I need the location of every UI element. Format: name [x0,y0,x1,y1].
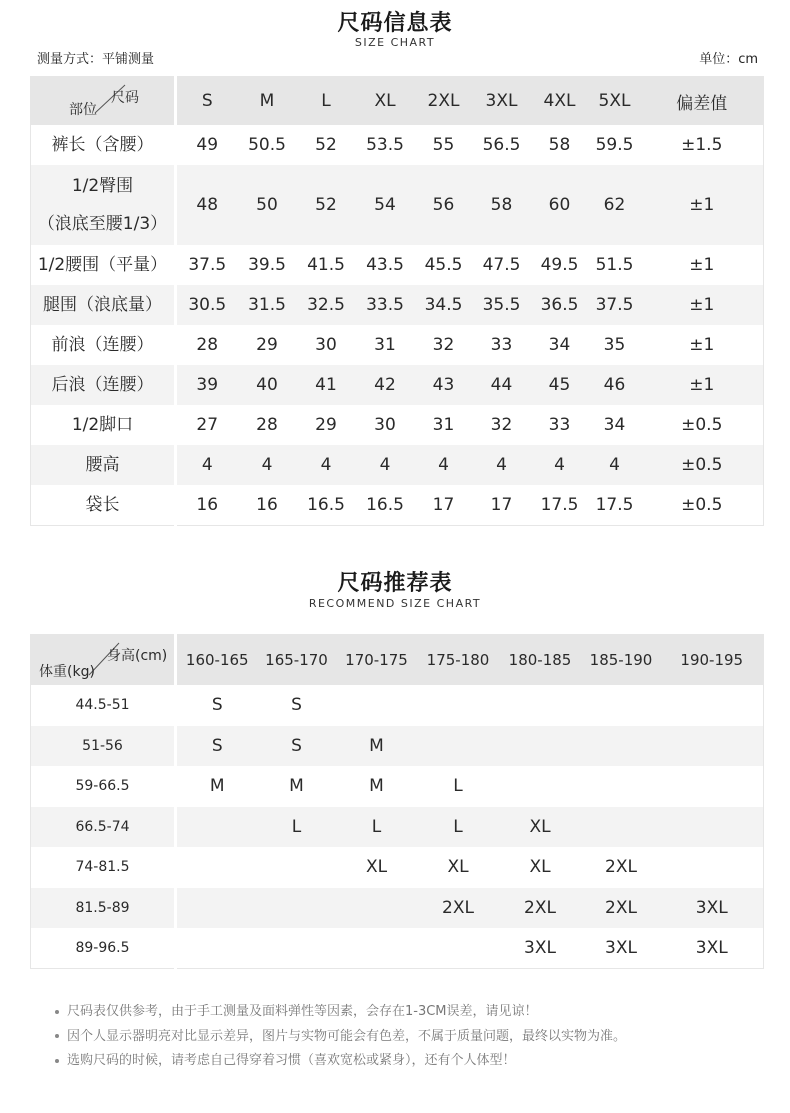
recommend-chart-corner [31,635,176,686]
size-value-cell: 41.5 [307,255,345,275]
size-value-cell: 37.5 [589,285,641,325]
size-value-cell: 4 [589,445,641,485]
size-value-cell: 43.5 [366,255,404,275]
tolerance-cell: ±1 [641,285,764,325]
recommend-chart-table [30,634,764,969]
measurement-label-line: 后浪（连腰） [51,375,154,395]
size-value-cell: 36.5 [531,285,589,325]
bullet-icon [55,1010,59,1014]
size-column-header: M [238,77,297,126]
height-column-header: 165-170 [258,635,336,686]
note-item [55,1049,626,1074]
measurement-label-line: 1/2腰围（平量） [37,255,168,275]
size-value-cell: 32 [490,415,513,435]
size-value-cell: 4 [238,445,297,485]
size-value-cell: 49 [196,135,219,155]
size-column-header: 5XL [589,77,641,126]
recommended-size-cell [582,766,661,807]
recommended-size-cell: M [209,776,225,797]
size-value-cell: 58 [473,165,531,245]
height-column-header: 190-195 [661,635,764,686]
size-value-cell: 33.5 [356,285,415,325]
recommended-size-cell: XL [529,857,551,878]
measurement-label-line: 1/2脚口 [71,415,134,435]
recommend-chart-row [31,928,764,969]
note-text: 因个人显示器明亮对比显示差异，图片与实物可能会有色差，不属于质量问题，最终以实物为准。 [67,1028,627,1044]
measurement-label [31,245,176,285]
size-column-header: XL [356,77,415,126]
size-column-header: 3XL [473,77,531,126]
recommended-size-cell [176,928,258,969]
size-value-cell: 49.5 [540,255,579,275]
size-value-cell: 50.5 [248,135,286,155]
size-value-cell: 30.5 [176,285,238,325]
height-column-header: 160-165 [176,635,258,686]
size-value-cell: 31 [374,335,396,355]
recommended-size-cell: 3XL [524,938,556,958]
size-column-header: 4XL [531,77,589,126]
recommend-chart-row [31,766,764,807]
measurement-label-line: （浪底至腰1/3） [37,214,168,234]
size-value-cell: 4 [473,445,531,485]
size-value-cell: 16.5 [307,494,345,515]
note-text: 尺码表仅供参考，由于手工测量及面料弹性等因素，会存在1-3CM误差，请见谅！ [67,1004,538,1019]
measurement-label [31,285,176,325]
recommended-size-cell [582,726,661,767]
size-value-cell: 34.5 [415,285,473,325]
size-value-cell: 31 [432,415,455,435]
size-value-cell: 35.5 [473,285,531,325]
size-value-cell: 4 [531,445,589,485]
recommended-size-cell [336,928,418,969]
size-value-cell: 28 [256,415,278,435]
recommended-size-cell: L [418,807,499,848]
recommended-size-cell: S [211,695,223,716]
size-value-cell: 30 [374,415,396,435]
tolerance-cell: ±1.5 [681,135,723,155]
size-value-cell: 47.5 [482,255,521,275]
measurement-label [31,445,176,485]
size-value-cell: 32.5 [297,285,356,325]
size-chart-row [31,325,764,365]
note-item [55,1000,626,1025]
size-chart-title: 尺码信息表 [337,11,453,36]
height-column-header: 175-180 [418,635,499,686]
size-value-cell: 56 [415,165,473,245]
size-chart-row [31,365,764,405]
recommended-size-cell: XL [365,857,388,878]
corner-part-label: 部位 [69,102,97,118]
size-value-cell: 53.5 [366,135,404,155]
size-value-cell: 35 [603,335,626,355]
recommended-size-cell: S [176,726,258,767]
size-value-cell: 52 [297,165,356,245]
corner-weight-label: 体重(kg) [39,664,95,680]
recommended-size-cell [418,726,499,767]
recommend-chart-subtitle: RECOMMEND SIZE CHART [308,597,482,610]
size-value-cell: 39 [176,365,238,405]
size-chart-subtitle: SIZE CHART [354,36,436,49]
unit-label: 单位：cm [699,52,758,67]
size-value-cell: 29 [315,415,337,435]
measure-method: 测量方式：平铺测量 [37,52,155,67]
tolerance-cell: ±0.5 [681,415,723,435]
recommend-chart-row [31,685,764,726]
recommended-size-cell [258,847,336,888]
recommended-size-cell [661,685,764,726]
corner-size-label: 尺码 [111,90,139,106]
recommended-size-cell: 2XL [605,857,637,878]
recommended-size-cell: L [336,807,418,848]
size-value-cell: 45 [531,365,589,405]
measurement-label-line: 裤长（含腰） [51,135,154,155]
size-value-cell: 30 [315,335,337,355]
note-text: 选购尺码的时候，请考虑自己得穿着习惯（喜欢宽松或紧身），还有个人体型！ [67,1053,516,1068]
tolerance-column-header: 偏差值 [641,77,764,126]
recommended-size-cell [176,807,258,848]
size-value-cell: 40 [238,365,297,405]
recommend-chart-row [31,726,764,767]
recommended-size-cell: S [291,695,302,716]
measurement-label [31,365,176,405]
size-chart-corner [31,77,176,126]
size-chart-table [30,76,764,526]
size-column-header: S [176,77,238,126]
height-column-header: 170-175 [336,635,418,686]
size-chart-row [31,445,764,485]
size-value-cell: 16 [196,494,219,515]
recommended-size-cell [418,685,499,726]
recommended-size-cell [336,685,418,726]
tolerance-cell: ±0.5 [641,445,764,485]
recommended-size-cell: 3XL [695,938,728,958]
measurement-label-line: 腿围（浪底量） [43,295,162,315]
recommended-size-cell [661,847,764,888]
recommended-size-cell [582,807,661,848]
size-value-cell: 32 [432,335,455,355]
tolerance-cell: ±1 [641,165,764,245]
size-column-header: 2XL [415,77,473,126]
size-value-cell: 17 [432,494,455,515]
height-column-header: 180-185 [499,635,582,686]
size-value-cell: 28 [196,335,219,355]
diagonal-line [31,77,173,125]
size-value-cell: 56.5 [482,135,521,155]
weight-range-label: 44.5-51 [31,685,176,726]
size-value-cell: 59.5 [595,135,634,155]
size-value-cell: 4 [176,445,238,485]
recommended-size-cell: 2XL [418,888,499,929]
size-value-cell: 43 [415,365,473,405]
recommended-size-cell [499,726,582,767]
recommended-size-cell [582,685,661,726]
recommend-chart-title: 尺码推荐表 [337,571,453,596]
recommend-chart-row [31,847,764,888]
size-value-cell: 39.5 [248,255,286,275]
size-value-cell: 17.5 [595,494,634,515]
recommended-size-cell [661,807,764,848]
tolerance-cell: ±0.5 [681,494,723,515]
size-chart-row [31,405,764,445]
measurement-label [31,325,176,365]
recommended-size-cell: M [336,726,418,767]
weight-range-label: 74-81.5 [31,847,176,888]
bullet-icon [55,1034,59,1038]
recommended-size-cell: M [289,776,304,797]
size-value-cell: 42 [356,365,415,405]
recommend-chart-row [31,807,764,848]
size-value-cell: 62 [589,165,641,245]
recommended-size-cell: 2XL [582,888,661,929]
tolerance-cell: ±1 [641,365,764,405]
size-value-cell: 33 [490,335,513,355]
weight-range-label: 81.5-89 [31,888,176,929]
measurement-label-line: 腰高 [85,455,120,475]
recommended-size-cell [661,726,764,767]
measurement-label [31,405,176,445]
recommended-size-cell [661,766,764,807]
size-value-cell: 34 [548,335,571,355]
size-value-cell: 58 [548,135,571,155]
recommended-size-cell: XL [499,807,582,848]
size-value-cell: 4 [297,445,356,485]
recommended-size-cell [258,888,336,929]
weight-range-label: 51-56 [31,726,176,767]
recommended-size-cell [176,888,258,929]
corner-height-label: 身高(cm) [107,648,168,664]
size-value-cell: 45.5 [424,255,463,275]
size-value-cell: 33 [548,415,571,435]
size-value-cell: 50 [238,165,297,245]
size-value-cell: 27 [196,415,219,435]
size-chart-header-row [31,77,764,126]
weight-range-label: 89-96.5 [31,928,176,969]
recommended-size-cell: L [453,776,463,797]
tolerance-cell: ±1 [689,255,715,275]
recommend-chart-row [31,888,764,929]
measurement-label [31,125,176,165]
size-chart-row [31,125,764,165]
size-value-cell: 4 [415,445,473,485]
recommended-size-cell: 3XL [605,938,637,958]
tolerance-cell: ±1 [689,335,715,355]
recommended-size-cell [258,928,336,969]
bullet-icon [55,1059,59,1063]
size-chart-row [31,285,764,325]
size-column-header: L [297,77,356,126]
recommended-size-cell: 3XL [661,888,764,929]
size-value-cell: 60 [531,165,589,245]
size-value-cell: 16 [256,494,278,515]
recommended-size-cell [499,685,582,726]
recommended-size-cell: L [258,807,336,848]
size-value-cell: 34 [603,415,626,435]
size-value-cell: 17 [490,494,513,515]
weight-range-label: 66.5-74 [31,807,176,848]
notes [55,1000,626,1074]
weight-range-label: 59-66.5 [31,766,176,807]
size-value-cell: 37.5 [188,255,227,275]
size-value-cell: 29 [256,335,278,355]
recommended-size-cell: S [258,726,336,767]
size-value-cell: 48 [176,165,238,245]
recommended-size-cell [176,847,258,888]
size-value-cell: 41 [297,365,356,405]
recommended-size-cell [418,928,499,969]
note-item [55,1025,626,1050]
size-value-cell: 55 [432,135,455,155]
size-value-cell: 31.5 [238,285,297,325]
size-chart-row [31,485,764,525]
size-value-cell: 17.5 [540,494,579,515]
measurement-label [31,165,176,245]
measurement-label [31,485,176,525]
size-value-cell: 16.5 [366,494,404,515]
recommended-size-cell: XL [447,857,469,878]
size-chart-row [31,165,764,245]
size-chart-row [31,245,764,285]
recommended-size-cell [336,888,418,929]
size-value-cell: 4 [356,445,415,485]
recommend-chart-header-row [31,635,764,686]
height-column-header: 185-190 [582,635,661,686]
size-value-cell: 46 [589,365,641,405]
size-value-cell: 54 [356,165,415,245]
measurement-label-line: 袋长 [85,494,120,515]
size-value-cell: 44 [473,365,531,405]
recommended-size-cell: M [369,776,384,797]
measurement-label-line: 1/2臀围 [71,176,134,196]
recommended-size-cell: 2XL [499,888,582,929]
measurement-label-line: 前浪（连腰） [51,335,154,355]
recommended-size-cell [499,766,582,807]
size-value-cell: 51.5 [595,255,634,275]
size-value-cell: 52 [315,135,337,155]
